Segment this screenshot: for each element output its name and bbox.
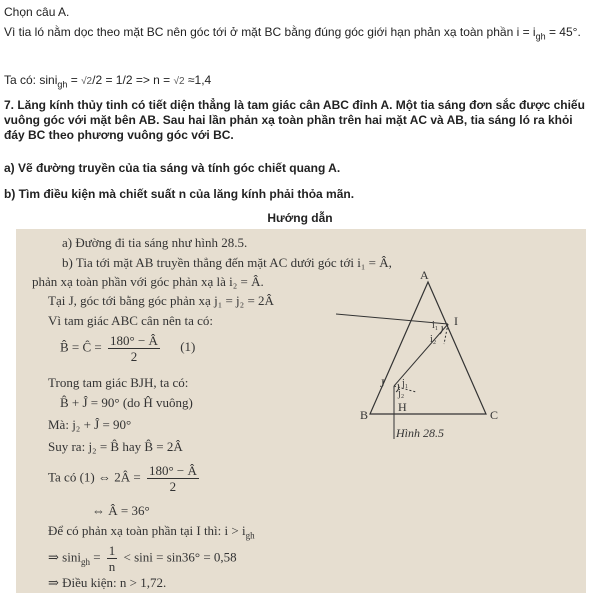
eq3-fraction (107, 543, 118, 574)
scan-line: ⇒ Điều kiện: n > 1,72. (48, 575, 167, 590)
scanned-solution-image (16, 229, 586, 593)
prism-triangle (370, 282, 486, 414)
angle-j1-label: j₁ (402, 378, 409, 389)
eq1-tag: (1) (180, 339, 196, 355)
eq3-left: ⇒ sini (48, 549, 81, 565)
vertex-B-label: B (360, 408, 369, 422)
eq1-fraction (108, 333, 160, 364)
formula-line (4, 72, 211, 92)
eq3-sub: gh (80, 557, 90, 568)
formula-mid: /2 = 1/2 => n = (92, 73, 174, 87)
sqrt-image-b: √2 (173, 76, 185, 87)
eq2-numerator: 180° − Â (148, 463, 197, 478)
eq3-numerator: 1 (108, 543, 116, 558)
eq2-fraction (147, 463, 199, 494)
vertex-A-label: A (420, 268, 429, 282)
condition-sub: gh (245, 530, 255, 541)
condition-text: Để có phản xạ toàn phần tại I thì: i > i (48, 523, 246, 538)
scan-equation-2 (48, 463, 202, 494)
scan-line: Vì tam giác ABC cân nên ta có: (48, 313, 213, 328)
scan-line (48, 523, 255, 541)
eq3-eq: = (89, 549, 104, 565)
angle-j2-label: j₂ (398, 388, 405, 399)
formula-prefix: Ta có: sini (4, 73, 58, 87)
explanation-sub: gh (535, 31, 546, 42)
angle-i2-label: i₂ (430, 334, 437, 345)
explanation-line (4, 24, 594, 44)
sqrt-image-a: √2 (81, 76, 93, 87)
formula-sub: gh (57, 79, 68, 90)
scan-line: Tại J, góc tới bằng góc phản xạ j₁ = j₂ = 2Â (48, 293, 274, 308)
explanation-end: = 45°. (545, 25, 581, 39)
eq2-denominator: 2 (169, 479, 177, 494)
formula-eq: = (67, 73, 82, 87)
vertex-C-label: C (490, 408, 499, 422)
guide-heading: Hướng dẫn (267, 211, 333, 225)
scan-line: b) Tia tới mặt AB truyền thẳng đến mặt AC dưới góc tới i₁ = Â, (62, 255, 392, 270)
scan-equation-3 (48, 543, 237, 574)
ray-reflected-1 (394, 324, 448, 386)
point-I-label: I (454, 314, 458, 328)
scan-line: B̂ + Ĵ = 90° (do Ĥ vuông) (60, 395, 193, 410)
prism-diagram (336, 274, 576, 464)
question-b: b) Tìm điều kiện mà chiết suất n của lăng kính phải thỏa mãn. (4, 187, 355, 201)
point-H-label: H (398, 400, 407, 414)
point-J-label: J (380, 376, 385, 390)
prism-figure (336, 268, 576, 468)
scan-line: Mà: j₂ + Ĵ = 90° (48, 417, 132, 432)
scan-line: phản xạ toàn phần với góc phản xạ là i₂ = Â. (32, 274, 264, 289)
eq1-numerator: 180° − Â (110, 333, 158, 348)
eq3-right: < sini = sin36° = 0,58 (120, 549, 237, 565)
scan-line: Suy ra: j₂ = B̂ hay B̂ = 2Â (48, 439, 183, 454)
question-7: 7. Lăng kính thủy tinh có tiết diện thẳng là tam giác cân ABC đỉnh A. Một tia sáng đơn sắc được chiếu vuông góc với mặt bên AB. Sau hai lần phản xạ toàn phần trên hai mặt AC và AB, tia sáng ló ra khỏi đáy BC theo phương vuông góc với BC. (4, 98, 585, 142)
eq1-left: B̂ = Ĉ = (60, 339, 106, 355)
eq3-denominator: n (108, 559, 116, 574)
scan-line: ⇔ Â = 36° (92, 503, 150, 518)
figure-caption: Hình 28.5 (396, 426, 444, 440)
scan-line: a) Đường đi tia sáng như hình 28.5. (62, 235, 248, 250)
answer-choice: Chọn câu A. (4, 5, 70, 19)
formula-end: ≈1,4 (184, 73, 212, 87)
explanation-text: Vì tia ló nằm dọc theo mặt BC nên góc tới ở mặt BC bằng đúng góc giới hạn phản xạ toàn phần i = i (4, 25, 536, 39)
angle-i1-label: i₁ (432, 320, 439, 331)
scan-equation-1 (60, 333, 195, 364)
eq1-denominator: 2 (130, 349, 138, 364)
question-a: a) Vẽ đường truyền của tia sáng và tính góc chiết quang A. (4, 161, 341, 175)
eq2-left: Ta có (1) ⇔ 2Â = (48, 469, 144, 485)
scan-line: Trong tam giác BJH, ta có: (48, 375, 189, 390)
